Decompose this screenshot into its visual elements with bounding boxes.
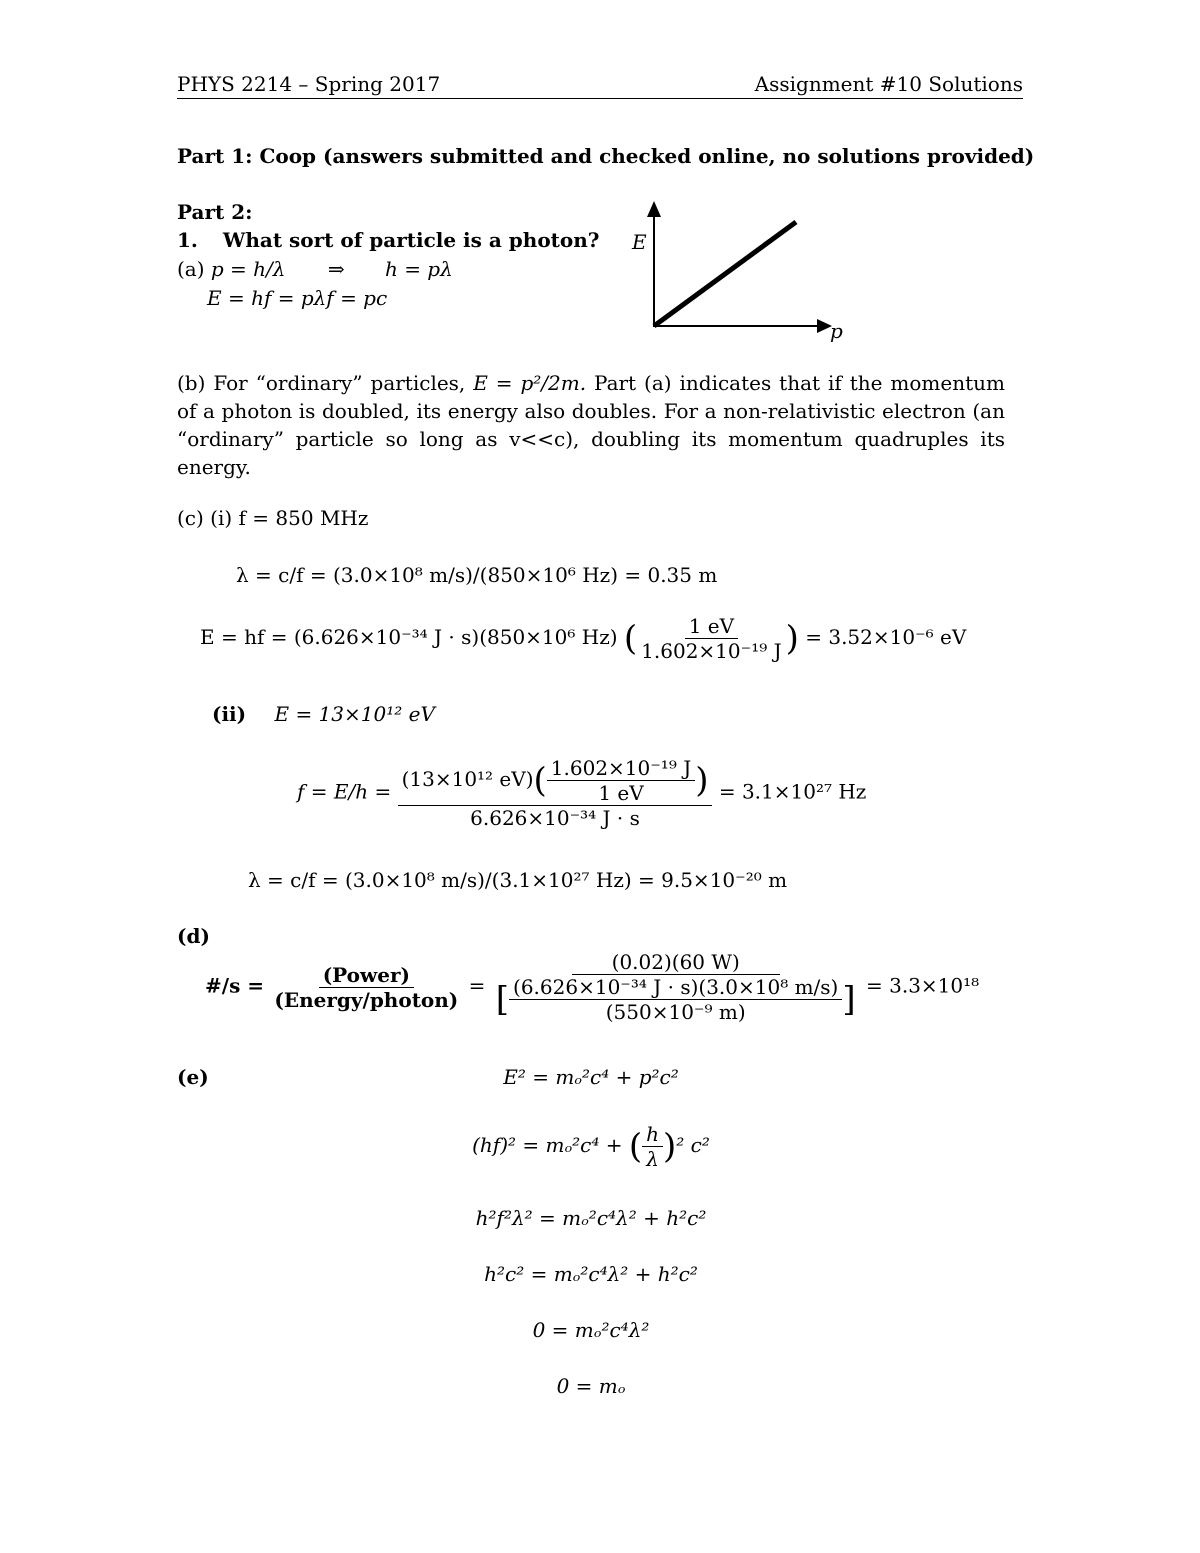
h-over-lambda-num: h [642, 1122, 663, 1147]
x-axis-label: p [830, 319, 843, 343]
part1-heading: Part 1: Coop (answers submitted and checked online, no solutions provided) [177, 144, 1035, 168]
power-num: (Power) [319, 963, 414, 988]
part-a-line1 [177, 257, 453, 281]
assignment-title: Assignment #10 Solutions [754, 72, 1023, 96]
photon-energy-den: (550×10⁻⁹ m) [605, 1000, 746, 1024]
eq-h-p-lambda: h = pλ [384, 257, 453, 281]
frequency-calc [297, 756, 866, 830]
part-a-label: (a) [177, 257, 205, 281]
y-axis-label: E [632, 230, 647, 254]
question-number: 1. [177, 228, 198, 252]
question-title: What sort of particle is a photon? [222, 228, 600, 252]
derivation-step-3: h²f²λ² = mₒ²c⁴λ² + h²c² [475, 1206, 707, 1230]
joule-conversion-den: 1 eV [598, 781, 644, 805]
part-b-text: Part (a) indicates that if the momentum of a photon is doubled, its energy also doubles. For a non-relativistic electron (an “ordinary” particle so long as v<<c), doubling its momentum quadruples its energy. [177, 371, 1005, 479]
photon-energy-num: (6.626×10⁻³⁴ J · s)(3.0×10⁸ m/s) [509, 975, 842, 1000]
part-e-label: (e) [177, 1065, 209, 1089]
y-axis-arrowhead [647, 201, 661, 217]
photon-rate-fraction: (0.02)(60 W) [ $\frac{\text{(6.626×10⁻³⁴ J · s)(3.0×10⁸ m/s)}}{\text{(550×10⁻⁹ m)}}$ ] [495, 950, 856, 1024]
part2-heading: Part 2: [177, 200, 253, 224]
part-d-label: (d) [177, 924, 210, 948]
photon-rate-result: = 3.3×10¹⁸ [866, 973, 980, 998]
joule-conversion-num: 1.602×10⁻¹⁹ J [547, 756, 695, 781]
e-vs-p-line [654, 222, 796, 326]
equals-sign: = [468, 973, 486, 998]
derivation-step-2-right: ² c² [676, 1133, 710, 1157]
energy-momentum-relation: E² = mₒ²c⁴ + p²c² [503, 1065, 679, 1089]
power-over-energy-fraction [270, 963, 462, 1012]
energy-momentum-graph [620, 195, 850, 345]
energy-photon-den: (Energy/photon) [274, 987, 459, 1012]
frequency-result: = 3.1×10²⁷ Hz [718, 779, 867, 804]
energy-given: E = 13×10¹² eV [274, 702, 435, 726]
ev-conversion-fraction [637, 614, 785, 663]
part-c-i [177, 506, 368, 530]
wavelength-calc-2: λ = c/f = (3.0×10⁸ m/s)/(3.1×10²⁷ Hz) = 9.5×10⁻²⁰ m [248, 868, 788, 892]
derivation-step-2: (hf)² = mₒ²c⁴ + ( $\frac{h}{\lambda}$ )² c² [472, 1122, 710, 1171]
question-1 [177, 228, 600, 252]
part-b-equation: E = p²/2m. [473, 371, 587, 395]
h-over-lambda-fraction [642, 1122, 663, 1171]
ev-conversion-num: 1 eV [685, 614, 738, 639]
derivation-step-2-left: (hf)² = mₒ²c⁴ + [472, 1133, 623, 1157]
page-header [177, 72, 1023, 99]
energy-result: = 3.52×10⁻⁶ eV [805, 625, 967, 649]
part-b-label: (b) For “ordinary” particles, [177, 371, 466, 395]
eq-p-h-lambda: p = h/λ [210, 257, 286, 281]
frequency-den: 6.626×10⁻³⁴ J · s [470, 806, 640, 830]
ev-conversion-den: 1.602×10⁻¹⁹ J [641, 639, 782, 663]
eq-e-hf-pc: E = hf = pλf = pc [207, 286, 388, 310]
frequency-calc-left: f = E/h = [297, 779, 392, 804]
part-c-ii-label: (ii) [212, 702, 247, 726]
wavelength-calc-1: λ = c/f = (3.0×10⁸ m/s)/(850×10⁶ Hz) = 0.35 m [236, 563, 718, 587]
course-title: PHYS 2214 – Spring 2017 [177, 72, 441, 96]
energy-calc-left: E = hf = (6.626×10⁻³⁴ J · s)(850×10⁶ Hz) [200, 625, 618, 649]
frequency-fraction: (13×10¹² eV)( $\frac{\text{1.602×10⁻¹⁹ J}}{1 eV}$ ) 6.626×10⁻³⁴ J · s [398, 756, 713, 830]
implies-arrow: ⇒ [327, 257, 345, 281]
derivation-step-5: 0 = mₒ²c⁴λ² [532, 1318, 650, 1342]
photon-rate-left: #/s = [205, 973, 265, 998]
derivation-step-4: h²c² = mₒ²c⁴λ² + h²c² [484, 1262, 698, 1286]
derivation-step-6: 0 = mₒ [556, 1374, 626, 1398]
photon-rate-calc [205, 950, 979, 1024]
energy-calc: E = hf = (6.626×10⁻³⁴ J · s)(850×10⁶ Hz) ( $\frac{1 eV}{\text{1.602×10⁻¹⁹ J}}$ ) = 3.52×10⁻⁶ eV [200, 614, 967, 663]
joule-conversion-fraction [547, 756, 695, 805]
h-over-lambda-den: λ [646, 1147, 659, 1171]
part-c-ii [212, 702, 435, 726]
photon-rate-num: (0.02)(60 W) [572, 950, 780, 975]
part-b-paragraph [177, 369, 1005, 481]
frequency-given: f = 850 MHz [238, 506, 369, 530]
part-c-label: (c) (i) [177, 506, 233, 530]
photon-energy-fraction [509, 975, 842, 1024]
frequency-num-energy: (13×10¹² eV) [401, 767, 534, 791]
